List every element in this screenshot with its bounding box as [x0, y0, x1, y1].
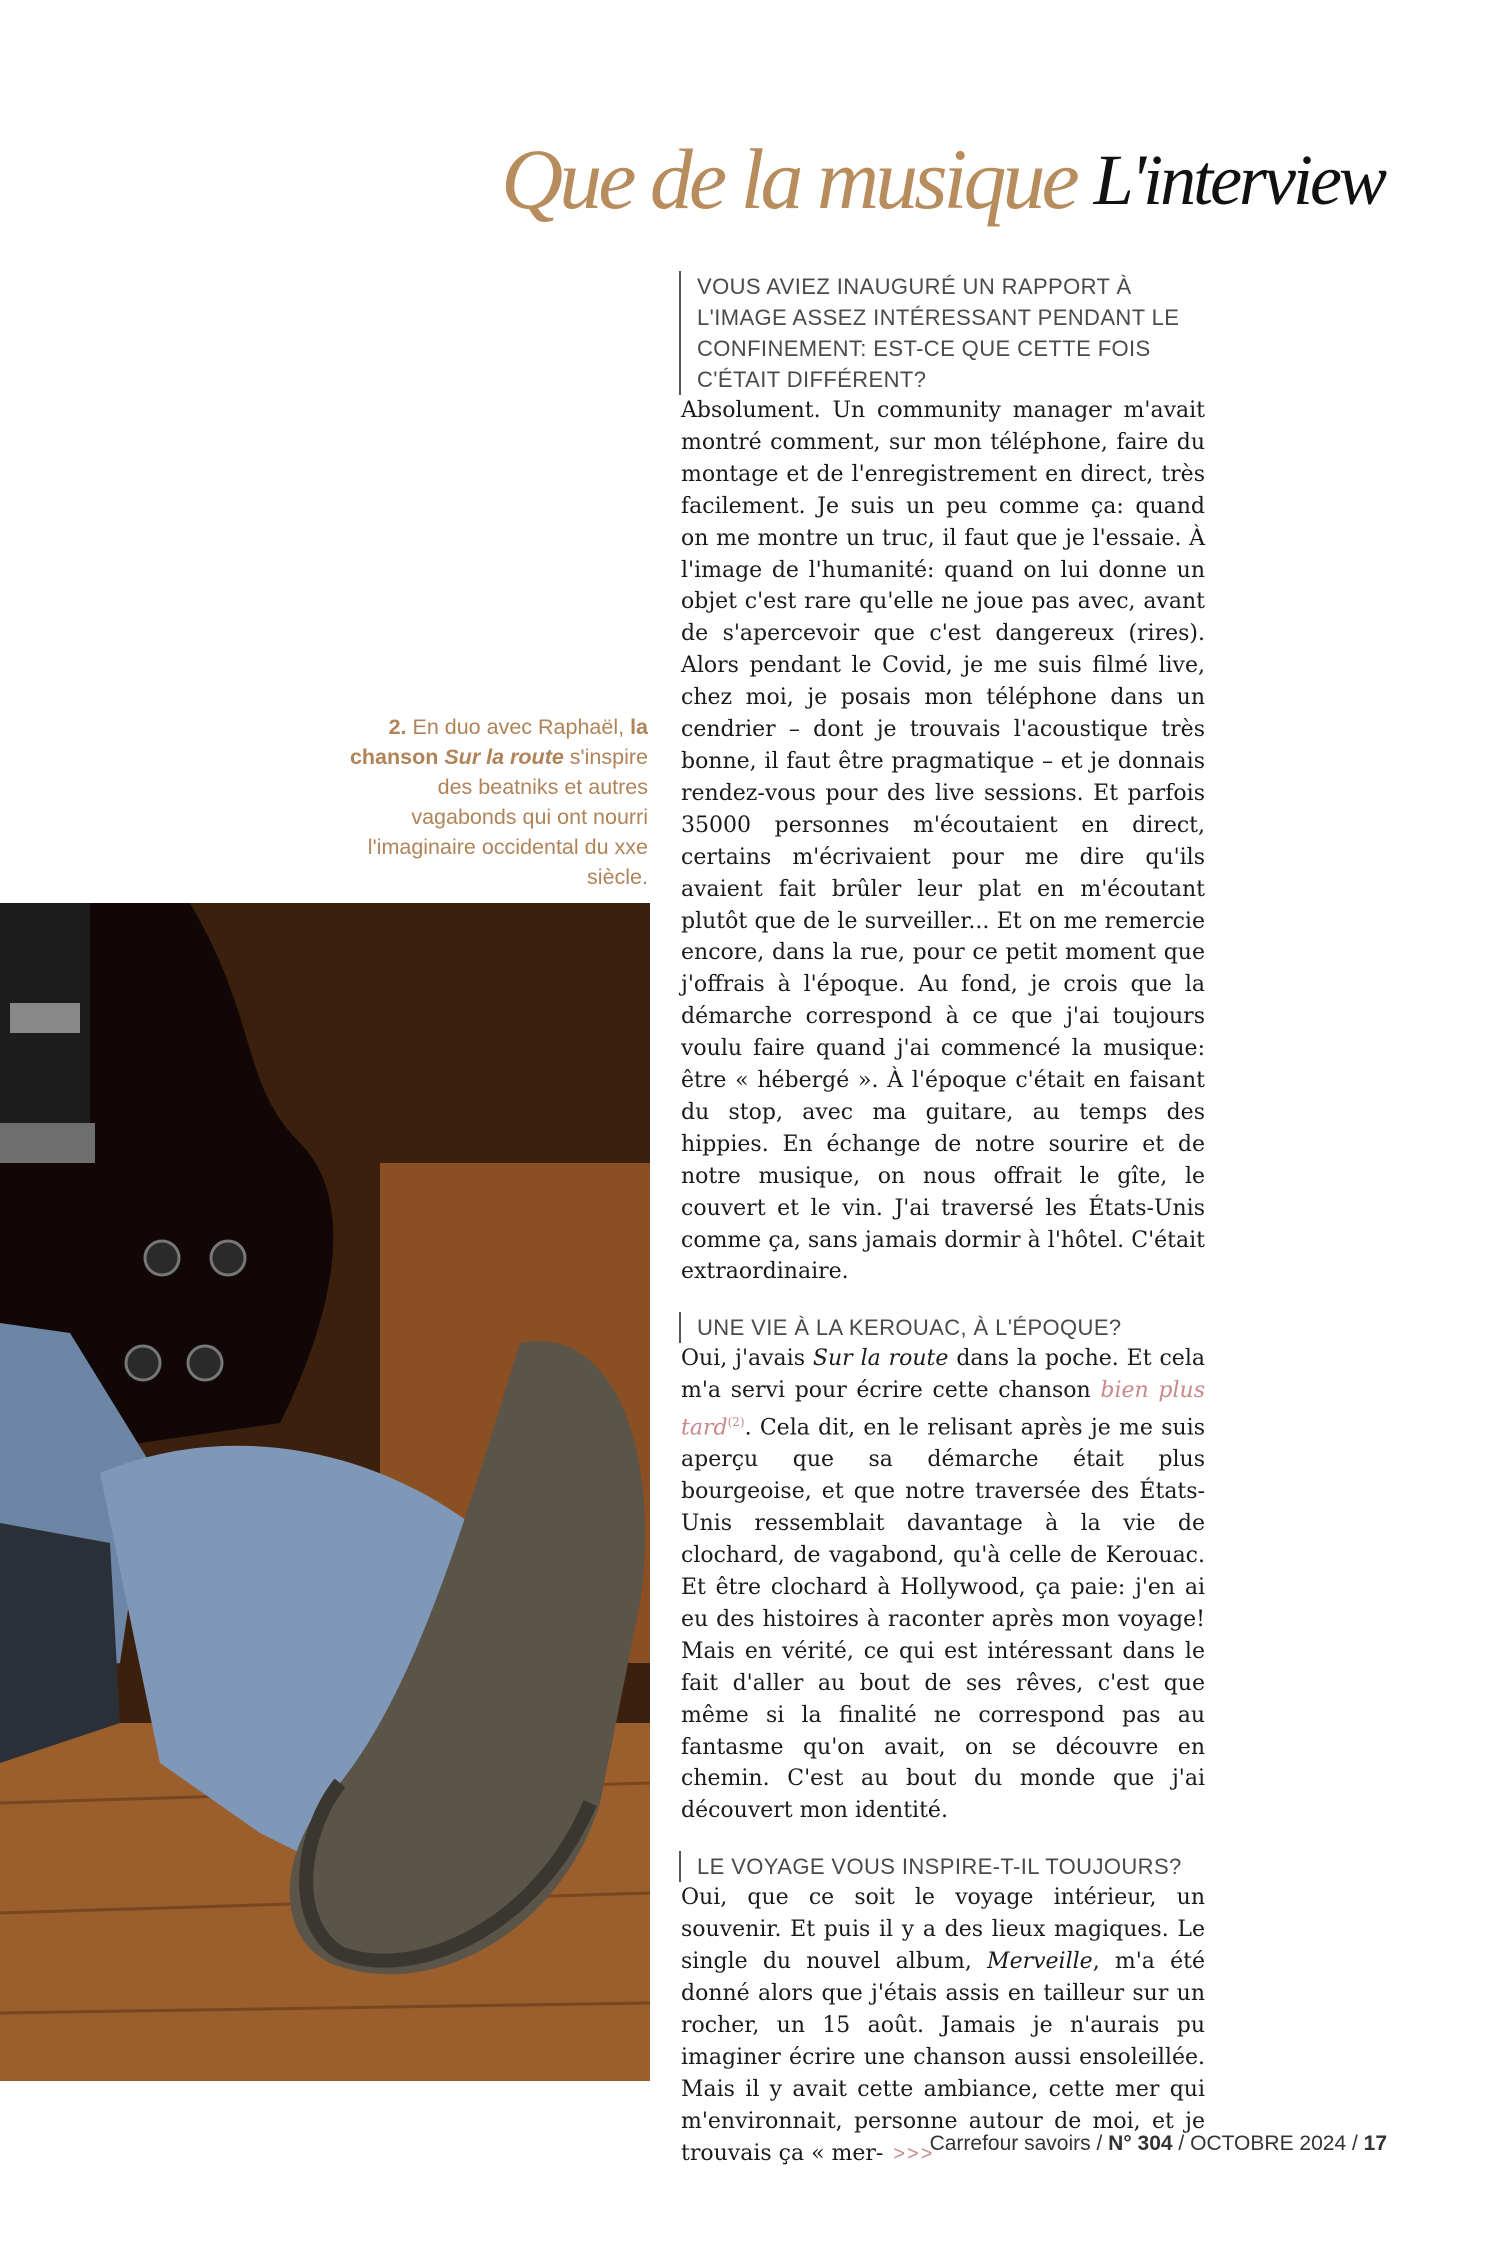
guitar-pickup: [10, 1003, 80, 1033]
volume-knob-2: [126, 1346, 160, 1380]
page-footer: Carrefour savoirs / N° 304 / OCTOBRE 2024 / 17: [929, 2132, 1387, 2155]
footnote-ref: (2): [727, 1415, 745, 1430]
question-1: VOUS AVIEZ INAUGURÉ UN RAPPORT À L'IMAGE ASSEZ INTÉRESSANT PENDANT LE CONFINEMENT: EST-CE QUE CETTE FOIS C'ÉTAIT DIFFÉRENT?: [679, 271, 1205, 395]
caption-strong: la chanson: [349, 715, 648, 769]
caption-number: 2.: [388, 715, 407, 739]
question-3: LE VOYAGE VOUS INSPIRE-T-IL TOUJOURS?: [679, 1851, 1205, 1882]
answer-1: [681, 395, 1205, 1288]
caption-text-2: s'inspire des beatniks et autres vagabonds qui ont nourri l'imaginaire occidental du: [367, 745, 648, 859]
tone-knob-2: [188, 1346, 222, 1380]
caption-century: xxe: [614, 835, 648, 859]
answer-3-end: , m'a été donné alors que j'étais assis en tailleur sur un rocher, un 15 août. Jamais je n'aurais pu imaginer écrire une chanson aussi ensoleillée. Mais il y avait cette ambiance, cette mer qui m'environnait, personne autour de moi, et je trouvais ça « mer-: [681, 1949, 1205, 2166]
answer-2-mid: dans la poche. Et cela m'a servi pour écrire cette chanson: [681, 1346, 1205, 1404]
answer-3-start: Oui, que ce soit le voyage intérieur, un souvenir. Et puis il y a des lieux magiques. Le single du nouvel album,: [681, 1885, 1205, 1975]
album-title: Merveille: [987, 1949, 1093, 1975]
issue-number: N° 304: [1108, 2132, 1173, 2155]
continue-icon: >>>: [893, 2142, 935, 2165]
guitar-photo: [0, 903, 650, 2081]
magazine-name: Carrefour savoirs: [929, 2132, 1091, 2155]
rubric-title: L'interview: [1093, 140, 1384, 220]
boot-left: [0, 1523, 120, 1763]
caption-text-3: siècle.: [587, 865, 648, 889]
answer-3: [681, 1882, 1205, 2170]
caption-text-1: En duo avec Raphaël,: [412, 715, 625, 739]
song-link[interactable]: bien plus tard: [681, 1378, 1205, 1441]
caption-song-title: Sur la route: [444, 745, 564, 769]
page-header: [487, 112, 1384, 227]
guitar-and-boots-icon: [0, 903, 650, 2081]
volume-knob: [145, 1241, 179, 1275]
tone-knob: [211, 1241, 245, 1275]
answer-2-start: Oui, j'avais: [681, 1346, 805, 1372]
book-title: Sur la route: [812, 1346, 949, 1372]
issue-date: OCTOBRE 2024: [1190, 2132, 1347, 2155]
answer-2: [681, 1343, 1205, 1827]
article-column: [681, 271, 1205, 2170]
question-2: UNE VIE À LA KEROUAC, À L'ÉPOQUE?: [679, 1312, 1205, 1343]
section-title: Que de la musique: [501, 131, 1076, 227]
answer-1-text: Absolument. Un community manager m'avait montré comment, sur mon téléphone, faire du montage et de l'enregistrement en direct, très facilement. Je suis un peu comme ça: quand on me montre un truc, il faut que je l'essaie. À l'image de l'humanité: quand on lui donne un objet c'est rare qu'elle ne joue pas avec, avant de s'apercevoir que c'est dangereux (rires). Alors pendant le Covid, je me suis filmé live, chez moi, je posais mon téléphone dans un cendrier – dont je trouvais l'acoustique très bonne, il faut être pragmatique – et je donnais rendez-vous pour des live sessions. Et parfois 35000 personnes m'écoutaient en direct, certains m'écrivaient pour me dire qu'ils avaient fait brûler leur plat en m'écoutant plutôt que de le surveiller... Et on me remercie encore, dans la rue, pour ce petit moment que j'offrais à l'époque. Au fond, je crois que la démarche correspond à ce que j'ai toujours voulu faire quand j'ai commencé la musique: être « hébergé ». À l'époque c'était en faisant du stop, avec ma guitare, au temps des hippies. En échange de notre sourire et de notre musique, on nous offrait le gîte, le couvert et le vin. J'ai traversé les États-Unis comme ça, sans jamais dormir à l'hôtel. C'était extraordinaire.: [681, 398, 1205, 1285]
answer-2-end: . Cela dit, en le relisant après je me suis aperçu que sa démarche était plus bourgeoise, et que notre traversée des États-Unis ressemblait davantage à la vie de clochard, de vagabond, qu'à celle de Kerouac. Et être clochard à Hollywood, ça paie: j'en ai eu des histoires à raconter après mon voyage! Mais en vérité, ce qui est intéressant dans le fait d'aller au bout de ses rêves, c'est que même si la finalité ne correspond pas au fantasme qu'on avait, on se découvre en chemin. C'est au bout du monde que j'ai découvert mon identité.: [681, 1415, 1205, 1824]
photo-caption: [340, 712, 648, 892]
page-number: 17: [1363, 2132, 1387, 2155]
